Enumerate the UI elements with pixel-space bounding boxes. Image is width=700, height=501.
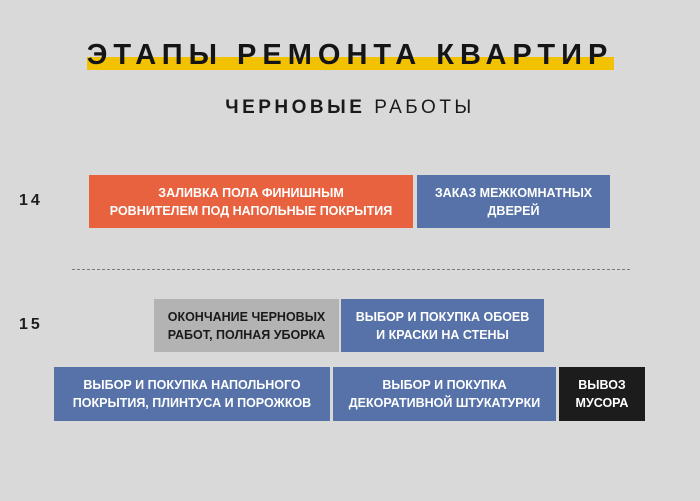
page-title: ЭТАПЫ РЕМОНТА КВАРТИР xyxy=(86,39,614,71)
subtitle-bold: ЧЕРНОВЫЕ xyxy=(225,97,366,118)
day-divider xyxy=(72,269,630,270)
step-buy-flooring: ВЫБОР И ПОКУПКА НАПОЛЬНОГО ПОКРЫТИЯ, ПЛИНТУСА И ПОРОЖКОВ xyxy=(54,367,330,421)
step-buy-wallpaper-paint: ВЫБОР И ПОКУПКА ОБОЕВ И КРАСКИ НА СТЕНЫ xyxy=(341,299,544,352)
step-floor-leveling: ЗАЛИВКА ПОЛА ФИНИШНЫМ РОВНИТЕЛЕМ ПОД НАПОЛЬНЫЕ ПОКРЫТИЯ xyxy=(89,175,413,228)
page-subtitle xyxy=(0,96,700,120)
subtitle-rest: РАБОТЫ xyxy=(374,97,475,118)
day-label-14: 14 xyxy=(19,192,43,209)
step-finish-rough-cleanup: ОКОНЧАНИЕ ЧЕРНОВЫХ РАБОТ, ПОЛНАЯ УБОРКА xyxy=(154,299,339,352)
day-label-15: 15 xyxy=(19,316,43,333)
step-order-doors: ЗАКАЗ МЕЖКОМНАТНЫХ ДВЕРЕЙ xyxy=(417,175,610,228)
step-buy-decorative-plaster: ВЫБОР И ПОКУПКА ДЕКОРАТИВНОЙ ШТУКАТУРКИ xyxy=(333,367,556,421)
title-block xyxy=(0,0,700,80)
step-garbage-removal: ВЫВОЗ МУСОРА xyxy=(559,367,645,421)
